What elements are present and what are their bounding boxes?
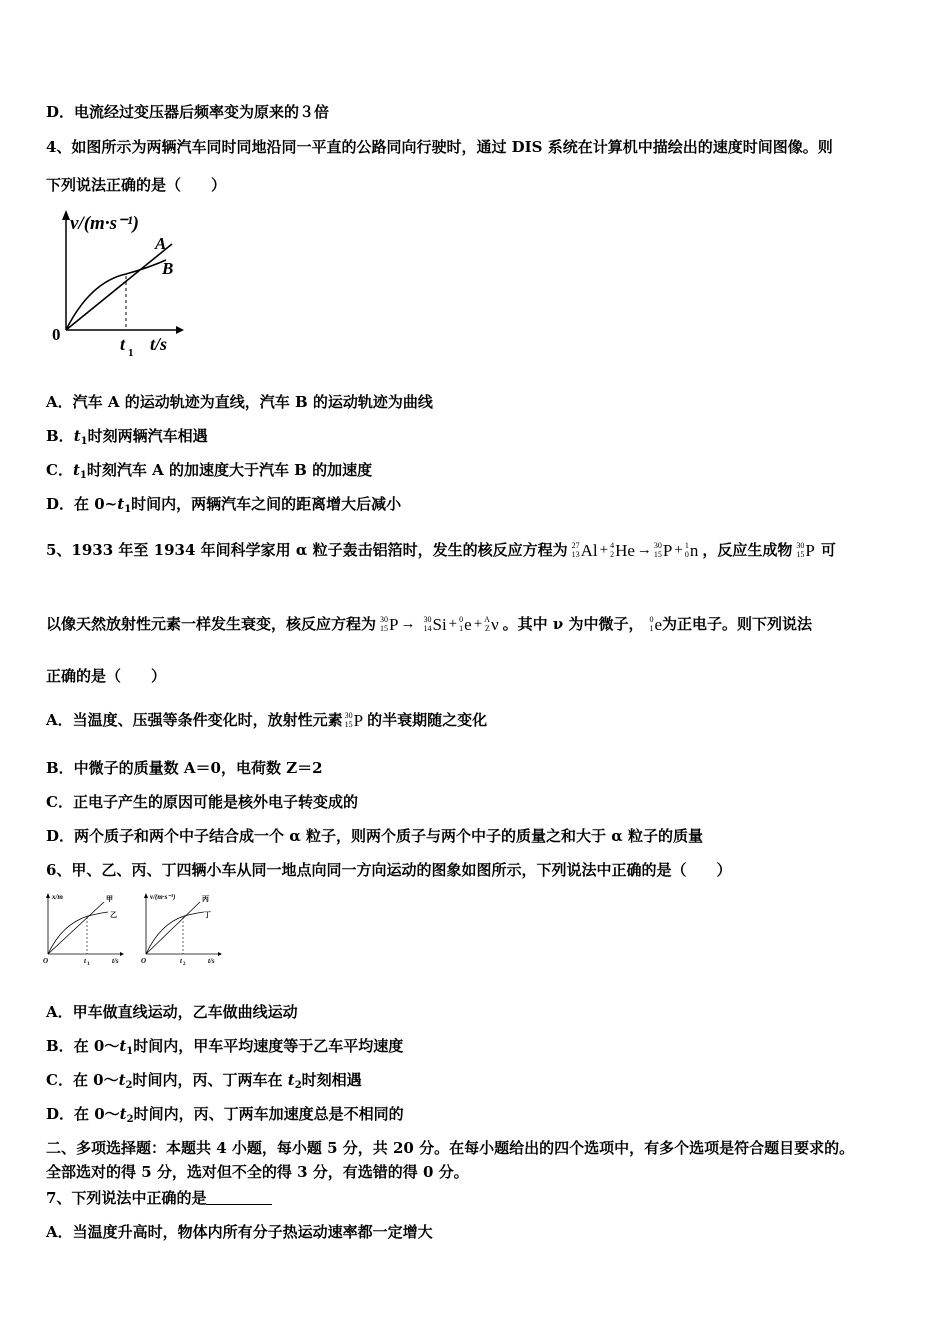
svg-text:t: t bbox=[180, 957, 182, 965]
q5-option-b: B．中微子的质量数 A＝0，电荷数 Z＝2 bbox=[46, 759, 323, 777]
q5-equation1: 27 13 Al + 4 2 He → 30 15 P + 1 0 n bbox=[571, 541, 699, 560]
svg-text:乙: 乙 bbox=[110, 911, 117, 919]
q4-curve-a bbox=[66, 244, 172, 330]
svg-text:v/(m·s⁻¹): v/(m·s⁻¹) bbox=[150, 893, 176, 901]
q4-origin: 0 bbox=[52, 325, 61, 344]
q6-curve-bing bbox=[146, 902, 200, 954]
q4-label-a: A bbox=[155, 234, 167, 253]
q4-x-arrow bbox=[176, 326, 184, 334]
q4-y-arrow bbox=[62, 210, 70, 220]
q4-curve-b bbox=[66, 260, 166, 330]
section2-heading-line2: 全部选对的得 5 分，选对但不全的得 3 分，有选错的得 0 分。 bbox=[46, 1163, 469, 1181]
q4-t1-sub: 1 bbox=[128, 347, 134, 359]
q6-stem: 6、甲、乙、丙、丁四辆小车从同一地点向同一方向运动的图象如图所示，下列说法中正确的是（ ） bbox=[46, 861, 732, 879]
q5-stem-line1: 5、1933 年至 1934 年间科学家用 α 粒子轰击铝箔时，发生的核反应方程为 27 13 Al + 4 2 He → 30 15 P + 1 0 n ，反应生成物 30 15 P 可 bbox=[46, 541, 836, 560]
q6-option-b: B．在 $0\sim t_1$时间内，甲车平均速度等于乙车平均速度 bbox=[46, 1037, 404, 1057]
q4-option-d: D．在 $0\sim t_1$时间内，两辆汽车之间的距离增大后减小 bbox=[46, 495, 402, 515]
q6-option-a: A．甲车做直线运动，乙车做曲线运动 bbox=[46, 1003, 298, 1021]
q4-option-a: A．汽车 A 的运动轨迹为直线，汽车 B 的运动轨迹为曲线 bbox=[46, 393, 433, 411]
q5-equation2: 30 15 P → 30 14 Si + 0 1 e + A Z ν bbox=[380, 615, 499, 634]
q5-positron: 0 1 e bbox=[649, 615, 663, 634]
q4-label-b: B bbox=[162, 259, 174, 278]
q5-opta-p30: 30 15 P bbox=[344, 711, 364, 730]
q4-option-b: B．$t_1$时刻两辆汽车相遇 bbox=[46, 427, 208, 447]
q4-ylabel: v/(m·s⁻¹) bbox=[70, 213, 140, 234]
q4-stem-line2: 下列说法正确的是（ ） bbox=[46, 176, 227, 194]
q5-stem-line2: 以像天然放射性元素一样发生衰变，核反应方程为 30 15 P → 30 14 Si + 0 1 e + A Z ν 。其中 ν 为中微子， 0 1 e 为正电子。则下列说法 bbox=[46, 615, 813, 634]
q6-curve-jia bbox=[48, 902, 104, 954]
q3-option-d: D．电流经过变压器后频率变为原来的３倍 bbox=[46, 103, 330, 121]
q4-xlabel: t/s bbox=[150, 334, 168, 354]
q5-p30: 30 15 P bbox=[796, 541, 815, 560]
q6-vt-graph bbox=[138, 890, 228, 970]
q5-option-c: C．正电子产生的原因可能是核外电子转变成的 bbox=[46, 793, 358, 811]
svg-text:丙: 丙 bbox=[202, 895, 209, 903]
q6-option-c: C．在 $0\sim t_2$时间内，丙、丁两车在 $t_2$时刻相遇 bbox=[46, 1071, 362, 1091]
svg-text:甲: 甲 bbox=[106, 895, 113, 903]
q7-answer-blank[interactable] bbox=[206, 1190, 272, 1205]
q5-option-a: A．当温度、压强等条件变化时，放射性元素 30 15 P 的半衰期随之变化 bbox=[46, 711, 488, 730]
q7-option-a: A．当温度升高时，物体内所有分子热运动速率都一定增大 bbox=[46, 1223, 433, 1241]
svg-text:1: 1 bbox=[87, 962, 90, 967]
q4-stem-line1: 4、如图所示为两辆汽车同时同地沿同一平直的公路同向行驶时，通过 DIS 系统在计算机中描绘出的速度时间图像。则 bbox=[46, 138, 833, 156]
q6-curve-yi bbox=[48, 912, 108, 954]
svg-text:t: t bbox=[84, 957, 86, 965]
svg-text:O: O bbox=[43, 957, 49, 965]
svg-text:丁: 丁 bbox=[204, 911, 211, 919]
q6-curve-ding bbox=[146, 912, 204, 954]
q4-velocity-time-graph bbox=[50, 204, 190, 364]
svg-text:2: 2 bbox=[183, 962, 186, 967]
svg-text:t/s: t/s bbox=[208, 957, 215, 965]
svg-text:x/m: x/m bbox=[52, 893, 63, 901]
section2-heading-line1: 二、多项选择题：本题共 4 小题，每小题 5 分，共 20 分。在每小题给出的四个选项中，有多个选项是符合题目要求的。 bbox=[46, 1139, 855, 1157]
q5-stem-line3: 正确的是（ ） bbox=[46, 667, 167, 685]
svg-text:t/s: t/s bbox=[112, 957, 119, 965]
q5-option-d: D．两个质子和两个中子结合成一个 α 粒子，则两个质子与两个中子的质量之和大于 α 粒子的质量 bbox=[46, 827, 703, 845]
q6-xt-graph bbox=[40, 890, 130, 970]
q4-option-c: C．$t_1$时刻汽车 A 的加速度大于汽车 B 的加速度 bbox=[46, 461, 373, 481]
q6-option-d: D．在 $0\sim t_2$时间内，丙、丁两车加速度总是不相同的 bbox=[46, 1105, 404, 1125]
svg-text:O: O bbox=[141, 957, 147, 965]
q4-t1-label: t bbox=[120, 334, 126, 354]
q7-stem: 7、下列说法中正确的是 bbox=[46, 1188, 272, 1208]
